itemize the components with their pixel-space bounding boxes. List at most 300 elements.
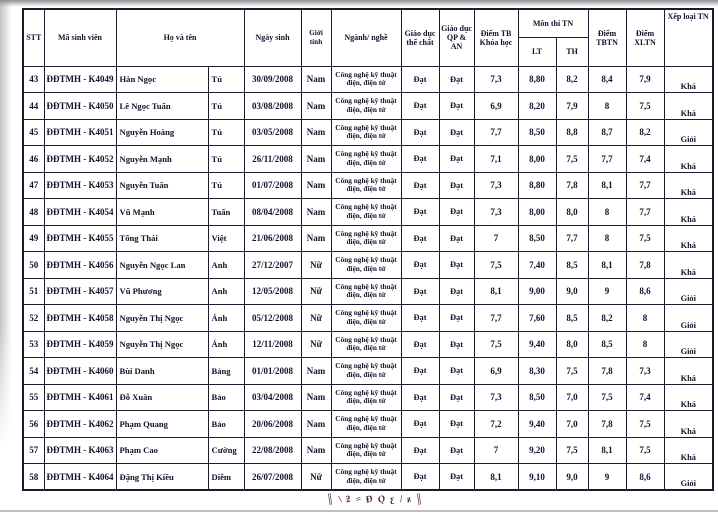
cell-family-middle-name: Đỗ Xuân bbox=[116, 384, 208, 411]
cell-physical-education: Đạt bbox=[401, 437, 439, 464]
cell-xltn: 8 bbox=[626, 331, 664, 358]
cell-tbtn: 8,2 bbox=[588, 305, 626, 332]
cell-major bbox=[331, 384, 401, 411]
cell-student-id: ĐĐTMH - K4051 bbox=[44, 119, 116, 146]
cell-major-line2: điện, điện tử bbox=[346, 343, 386, 353]
cell-exam-th: 8,2 bbox=[556, 66, 588, 93]
cell-major bbox=[331, 199, 401, 226]
cell-stt: 57 bbox=[23, 437, 44, 464]
cell-exam-lt: 8,20 bbox=[518, 93, 556, 120]
cell-course-gpa: 7,5 bbox=[474, 252, 518, 279]
cell-course-gpa: 6,9 bbox=[474, 358, 518, 385]
cell-rank: Khá bbox=[664, 93, 713, 120]
cell-xltn: 7,5 bbox=[626, 93, 664, 120]
cell-stt: 48 bbox=[23, 199, 44, 226]
cell-family-middle-name: Phạm Cao bbox=[116, 437, 208, 464]
cell-stt: 49 bbox=[23, 225, 44, 252]
col-header-physical-education: Giáo dục thể chất bbox=[401, 9, 439, 66]
cell-family-middle-name: Phạm Quang bbox=[116, 411, 208, 438]
cell-family-middle-name: Nguyễn Thị Ngọc bbox=[116, 305, 208, 332]
cell-dob: 26/07/2008 bbox=[244, 464, 301, 491]
cell-major-line2: điện, điện tử bbox=[346, 157, 386, 167]
cell-tbtn: 7,5 bbox=[588, 384, 626, 411]
cell-given-name: Tú bbox=[208, 119, 244, 146]
stamp-glyph: ƶ bbox=[406, 494, 412, 506]
col-header-tbtn: Điểm TBTN bbox=[588, 9, 626, 66]
cell-major-line1: Công nghệ kỹ thuật bbox=[335, 69, 397, 79]
cell-rank: Khá bbox=[664, 66, 713, 93]
cell-student-id: ĐĐTMH - K4055 bbox=[44, 225, 116, 252]
cell-dob: 22/08/2008 bbox=[244, 437, 301, 464]
col-header-student-id: Mã sinh viên bbox=[44, 9, 116, 66]
cell-xltn: 7,9 bbox=[626, 66, 664, 93]
cell-physical-education: Đạt bbox=[401, 384, 439, 411]
cell-xltn: 7,5 bbox=[626, 225, 664, 252]
cell-given-name: Bảng bbox=[208, 358, 244, 385]
cell-course-gpa: 7 bbox=[474, 437, 518, 464]
cell-given-name: Tuấn bbox=[208, 199, 244, 226]
col-header-gender: Giới tính bbox=[301, 9, 331, 66]
cell-exam-th: 8,8 bbox=[556, 119, 588, 146]
cell-major bbox=[331, 146, 401, 173]
cell-course-gpa: 7,1 bbox=[474, 146, 518, 173]
table-row bbox=[23, 464, 713, 491]
cell-stt: 55 bbox=[23, 384, 44, 411]
cell-major-line1: Công nghệ kỹ thuật bbox=[335, 96, 397, 105]
cell-course-gpa: 7,2 bbox=[474, 411, 518, 438]
cell-gender: Nam bbox=[301, 146, 331, 173]
table-row bbox=[23, 119, 713, 146]
cell-exam-th: 8,0 bbox=[556, 331, 588, 358]
cell-family-middle-name: Nguyễn Thị Ngọc bbox=[116, 331, 208, 358]
cell-tbtn: 8,7 bbox=[588, 119, 626, 146]
cell-tbtn: 8,1 bbox=[588, 437, 626, 464]
cell-exam-th: 7,0 bbox=[556, 411, 588, 438]
table-row bbox=[23, 172, 713, 199]
cell-major bbox=[331, 464, 401, 491]
cell-dob: 03/08/2008 bbox=[244, 93, 301, 120]
stamp-glyph: / bbox=[398, 494, 403, 506]
cell-major-line2: điện, điện tử bbox=[346, 396, 386, 406]
table-row bbox=[23, 146, 713, 173]
cell-tbtn: 8,1 bbox=[588, 252, 626, 279]
scan-edge-bottom bbox=[0, 510, 718, 512]
table-row bbox=[23, 93, 713, 120]
cell-exam-th: 7,9 bbox=[556, 93, 588, 120]
cell-family-middle-name: Tống Thái bbox=[116, 225, 208, 252]
cell-xltn: 8,2 bbox=[626, 119, 664, 146]
cell-exam-lt: 9,00 bbox=[518, 278, 556, 305]
cell-student-id: ĐĐTMH - K4049 bbox=[44, 66, 116, 93]
table-row bbox=[23, 305, 713, 332]
cell-exam-lt: 9,20 bbox=[518, 437, 556, 464]
cell-gender: Nữ bbox=[301, 278, 331, 305]
cell-physical-education: Đạt bbox=[401, 252, 439, 279]
cell-given-name: Tú bbox=[208, 66, 244, 93]
cell-dob: 05/12/2008 bbox=[244, 305, 301, 332]
cell-gender: Nữ bbox=[301, 305, 331, 332]
cell-student-id: ĐĐTMH - K4064 bbox=[44, 464, 116, 491]
cell-major bbox=[331, 225, 401, 252]
cell-exam-lt: 8,80 bbox=[518, 66, 556, 93]
cell-major-line1: Công nghệ kỹ thuật bbox=[335, 122, 397, 132]
cell-student-id: ĐĐTMH - K4053 bbox=[44, 172, 116, 199]
cell-xltn: 7,4 bbox=[626, 146, 664, 173]
cell-major-line1: Công nghệ kỹ thuật bbox=[335, 361, 397, 370]
cell-rank: Khá bbox=[664, 199, 713, 226]
table-row bbox=[23, 331, 713, 358]
footer-stamp-mark bbox=[327, 492, 423, 509]
cell-dob: 03/04/2008 bbox=[244, 384, 301, 411]
cell-major bbox=[331, 119, 401, 146]
cell-rank: Giỏi bbox=[664, 278, 713, 305]
table-row bbox=[23, 437, 713, 464]
cell-major-line2: điện, điện tử bbox=[346, 449, 386, 459]
cell-exam-th: 7,7 bbox=[556, 225, 588, 252]
cell-gender: Nam bbox=[301, 384, 331, 411]
cell-major-line2: điện, điện tử bbox=[346, 290, 386, 300]
col-header-defense-education: Giáo dục QP & AN bbox=[439, 9, 474, 66]
stamp-glyph: = bbox=[355, 494, 362, 506]
cell-major-line2: điện, điện tử bbox=[346, 475, 386, 485]
cell-physical-education: Đạt bbox=[401, 119, 439, 146]
cell-family-middle-name: Nguyễn Ngọc Lan bbox=[116, 252, 208, 279]
cell-gender: Nữ bbox=[301, 464, 331, 491]
graduation-results-table bbox=[22, 8, 714, 491]
cell-tbtn: 7,8 bbox=[588, 358, 626, 385]
cell-exam-lt: 8,00 bbox=[518, 146, 556, 173]
cell-major bbox=[331, 411, 401, 438]
cell-xltn: 7,5 bbox=[626, 437, 664, 464]
cell-physical-education: Đạt bbox=[401, 278, 439, 305]
cell-gender: Nam bbox=[301, 66, 331, 93]
cell-physical-education: Đạt bbox=[401, 199, 439, 226]
cell-defense-education: Đạt bbox=[439, 172, 474, 199]
scan-edge-left bbox=[0, 0, 13, 460]
cell-xltn: 7,5 bbox=[626, 411, 664, 438]
cell-family-middle-name: Vũ Mạnh bbox=[116, 199, 208, 226]
cell-stt: 56 bbox=[23, 411, 44, 438]
cell-rank: Khá bbox=[664, 384, 713, 411]
table-row bbox=[23, 411, 713, 438]
cell-defense-education: Đạt bbox=[439, 305, 474, 332]
cell-stt: 51 bbox=[23, 278, 44, 305]
cell-xltn: 7,3 bbox=[626, 358, 664, 385]
cell-exam-lt: 8,80 bbox=[518, 172, 556, 199]
cell-course-gpa: 7,7 bbox=[474, 305, 518, 332]
cell-rank: Giỏi bbox=[664, 119, 713, 146]
cell-gender: Nam bbox=[301, 199, 331, 226]
cell-major-line1: Công nghệ kỹ thuật bbox=[335, 308, 397, 317]
cell-tbtn: 8 bbox=[588, 225, 626, 252]
cell-major-line2: điện, điện tử bbox=[346, 316, 386, 326]
cell-course-gpa: 8,1 bbox=[474, 464, 518, 491]
cell-stt: 53 bbox=[23, 331, 44, 358]
cell-dob: 21/06/2008 bbox=[244, 225, 301, 252]
cell-student-id: ĐĐTMH - K4063 bbox=[44, 437, 116, 464]
cell-stt: 43 bbox=[23, 66, 44, 93]
cell-course-gpa: 7 bbox=[474, 225, 518, 252]
cell-major-line2: điện, điện tử bbox=[346, 184, 386, 194]
cell-gender: Nam bbox=[301, 93, 331, 120]
cell-family-middle-name: Nguyễn Hoàng bbox=[116, 119, 208, 146]
cell-major-line2: điện, điện tử bbox=[346, 104, 386, 114]
cell-defense-education: Đạt bbox=[439, 252, 474, 279]
cell-major bbox=[331, 437, 401, 464]
cell-family-middle-name: Đặng Thị Kiều bbox=[116, 464, 208, 491]
cell-given-name: Tú bbox=[208, 93, 244, 120]
cell-major-line1: Công nghệ kỹ thuật bbox=[335, 466, 397, 476]
cell-defense-education: Đạt bbox=[439, 66, 474, 93]
cell-major-line1: Công nghệ kỹ thuật bbox=[335, 387, 397, 397]
cell-dob: 03/05/2008 bbox=[244, 119, 301, 146]
cell-stt: 46 bbox=[23, 146, 44, 173]
stamp-glyph: Đ bbox=[365, 493, 374, 506]
cell-dob: 20/06/2008 bbox=[244, 411, 301, 438]
cell-family-middle-name: Nguyễn Mạnh bbox=[116, 146, 208, 173]
col-header-th: TH bbox=[556, 37, 588, 66]
stamp-glyph: ƹ bbox=[389, 494, 396, 506]
cell-student-id: ĐĐTMH - K4052 bbox=[44, 146, 116, 173]
cell-course-gpa: 7,3 bbox=[474, 66, 518, 93]
col-header-rank: Xếp loại TN bbox=[664, 9, 713, 66]
cell-exam-th: 9,0 bbox=[556, 464, 588, 491]
cell-stt: 47 bbox=[23, 172, 44, 199]
cell-dob: 30/09/2008 bbox=[244, 66, 301, 93]
cell-tbtn: 8,4 bbox=[588, 66, 626, 93]
cell-physical-education: Đạt bbox=[401, 146, 439, 173]
cell-major-line1: Công nghệ kỹ thuật bbox=[335, 281, 397, 291]
stamp-glyph: ║ bbox=[326, 493, 335, 506]
cell-family-middle-name: Bùi Danh bbox=[116, 358, 208, 385]
cell-gender: Nữ bbox=[301, 252, 331, 279]
cell-stt: 54 bbox=[23, 358, 44, 385]
cell-major bbox=[331, 66, 401, 93]
cell-physical-education: Đạt bbox=[401, 93, 439, 120]
stamp-glyph: ƻ bbox=[345, 494, 352, 506]
cell-exam-lt: 8,50 bbox=[518, 225, 556, 252]
cell-defense-education: Đạt bbox=[439, 411, 474, 438]
cell-xltn: 8 bbox=[626, 305, 664, 332]
cell-rank: Khá bbox=[664, 437, 713, 464]
cell-given-name: Anh bbox=[208, 278, 244, 305]
scan-edge-top bbox=[0, 0, 718, 7]
cell-exam-th: 9,0 bbox=[556, 278, 588, 305]
cell-physical-education: Đạt bbox=[401, 411, 439, 438]
cell-student-id: ĐĐTMH - K4057 bbox=[44, 278, 116, 305]
table-row bbox=[23, 66, 713, 93]
cell-stt: 45 bbox=[23, 119, 44, 146]
cell-exam-lt: 9,40 bbox=[518, 331, 556, 358]
cell-exam-lt: 8,30 bbox=[518, 358, 556, 385]
col-header-stt: STT bbox=[23, 9, 44, 66]
table-row bbox=[23, 384, 713, 411]
cell-exam-lt: 7,40 bbox=[518, 252, 556, 279]
cell-dob: 26/11/2008 bbox=[244, 146, 301, 173]
cell-course-gpa: 8,1 bbox=[474, 278, 518, 305]
cell-gender: Nam bbox=[301, 358, 331, 385]
cell-stt: 44 bbox=[23, 93, 44, 120]
cell-exam-th: 7,5 bbox=[556, 358, 588, 385]
cell-student-id: ĐĐTMH - K4050 bbox=[44, 93, 116, 120]
cell-given-name: Cường bbox=[208, 437, 244, 464]
cell-exam-lt: 9,10 bbox=[518, 464, 556, 491]
cell-major bbox=[331, 331, 401, 358]
cell-course-gpa: 7,7 bbox=[474, 119, 518, 146]
cell-dob: 01/07/2008 bbox=[244, 172, 301, 199]
cell-given-name: Ánh bbox=[208, 331, 244, 358]
cell-stt: 52 bbox=[23, 305, 44, 332]
cell-course-gpa: 7,5 bbox=[474, 331, 518, 358]
table-row bbox=[23, 252, 713, 279]
cell-tbtn: 8 bbox=[588, 199, 626, 226]
cell-student-id: ĐĐTMH - K4062 bbox=[44, 411, 116, 438]
cell-major bbox=[331, 278, 401, 305]
cell-dob: 12/11/2008 bbox=[244, 331, 301, 358]
col-header-course-gpa: Điểm TB Khóa học bbox=[474, 9, 518, 66]
cell-student-id: ĐĐTMH - K4060 bbox=[44, 358, 116, 385]
cell-given-name: Bảo bbox=[208, 411, 244, 438]
cell-exam-lt: 9,40 bbox=[518, 411, 556, 438]
cell-defense-education: Đạt bbox=[439, 278, 474, 305]
cell-major-line2: điện, điện tử bbox=[346, 369, 386, 379]
cell-family-middle-name: Hàn Ngọc bbox=[116, 66, 208, 93]
cell-major bbox=[331, 252, 401, 279]
cell-tbtn: 8,1 bbox=[588, 172, 626, 199]
table-row bbox=[23, 225, 713, 252]
cell-major-line2: điện, điện tử bbox=[346, 263, 386, 273]
cell-major-line1: Công nghệ kỹ thuật bbox=[335, 334, 397, 344]
cell-student-id: ĐĐTMH - K4059 bbox=[44, 331, 116, 358]
cell-xltn: 8,6 bbox=[626, 278, 664, 305]
cell-given-name: Bảo bbox=[208, 384, 244, 411]
col-header-major: Ngành/ nghề bbox=[331, 9, 401, 66]
cell-rank: Khá bbox=[664, 358, 713, 385]
cell-dob: 01/01/2008 bbox=[244, 358, 301, 385]
cell-dob: 12/05/2008 bbox=[244, 278, 301, 305]
cell-rank: Giỏi bbox=[664, 331, 713, 358]
cell-rank: Giỏi bbox=[664, 464, 713, 491]
cell-student-id: ĐĐTMH - K4058 bbox=[44, 305, 116, 332]
stamp-glyph: \ bbox=[337, 494, 342, 506]
cell-given-name: Ánh bbox=[208, 305, 244, 332]
cell-physical-education: Đạt bbox=[401, 66, 439, 93]
cell-rank: Khá bbox=[664, 172, 713, 199]
cell-exam-lt: 8,50 bbox=[518, 119, 556, 146]
cell-physical-education: Đạt bbox=[401, 331, 439, 358]
cell-xltn: 8,6 bbox=[626, 464, 664, 491]
cell-given-name: Tú bbox=[208, 146, 244, 173]
cell-gender: Nam bbox=[301, 172, 331, 199]
cell-rank: Khá bbox=[664, 146, 713, 173]
cell-exam-th: 8,5 bbox=[556, 305, 588, 332]
cell-exam-lt: 8,50 bbox=[518, 384, 556, 411]
cell-tbtn: 8 bbox=[588, 93, 626, 120]
cell-xltn: 7,4 bbox=[626, 384, 664, 411]
cell-given-name: Việt bbox=[208, 225, 244, 252]
cell-course-gpa: 7,3 bbox=[474, 172, 518, 199]
cell-tbtn: 9 bbox=[588, 278, 626, 305]
cell-major-line1: Công nghệ kỹ thuật bbox=[335, 202, 397, 211]
cell-major-line2: điện, điện tử bbox=[346, 422, 386, 432]
cell-given-name: Diễm bbox=[208, 464, 244, 491]
cell-defense-education: Đạt bbox=[439, 331, 474, 358]
cell-major-line1: Công nghệ kỹ thuật bbox=[335, 228, 397, 238]
cell-given-name: Anh bbox=[208, 252, 244, 279]
cell-major-line1: Công nghệ kỹ thuật bbox=[335, 149, 397, 158]
cell-exam-lt: 7,60 bbox=[518, 305, 556, 332]
cell-dob: 08/04/2008 bbox=[244, 199, 301, 226]
cell-course-gpa: 7,3 bbox=[474, 199, 518, 226]
cell-family-middle-name: Lê Ngọc Tuấn bbox=[116, 93, 208, 120]
cell-physical-education: Đạt bbox=[401, 358, 439, 385]
cell-defense-education: Đạt bbox=[439, 384, 474, 411]
cell-physical-education: Đạt bbox=[401, 172, 439, 199]
cell-major-line1: Công nghệ kỹ thuật bbox=[335, 440, 397, 450]
cell-major-line1: Công nghệ kỹ thuật bbox=[335, 175, 397, 185]
col-header-lt: LT bbox=[518, 37, 556, 66]
cell-major-line1: Công nghệ kỹ thuật bbox=[335, 255, 397, 264]
cell-defense-education: Đạt bbox=[439, 146, 474, 173]
cell-gender: Nữ bbox=[301, 331, 331, 358]
cell-rank: Giỏi bbox=[664, 305, 713, 332]
cell-major-line2: điện, điện tử bbox=[346, 131, 386, 141]
col-header-dob: Ngày sinh bbox=[244, 9, 301, 66]
cell-defense-education: Đạt bbox=[439, 358, 474, 385]
cell-tbtn: 9 bbox=[588, 464, 626, 491]
cell-exam-th: 7,8 bbox=[556, 172, 588, 199]
cell-family-middle-name: Nguyễn Tuấn bbox=[116, 172, 208, 199]
cell-exam-th: 7,5 bbox=[556, 146, 588, 173]
cell-exam-th: 8,0 bbox=[556, 199, 588, 226]
cell-rank: Khá bbox=[664, 225, 713, 252]
cell-defense-education: Đạt bbox=[439, 225, 474, 252]
cell-course-gpa: 7,3 bbox=[474, 384, 518, 411]
col-header-exam-subjects-group: Môn thi TN bbox=[518, 9, 588, 37]
cell-major bbox=[331, 93, 401, 120]
table-row bbox=[23, 358, 713, 385]
cell-student-id: ĐĐTMH - K4061 bbox=[44, 384, 116, 411]
table-row bbox=[23, 199, 713, 226]
cell-physical-education: Đạt bbox=[401, 464, 439, 491]
cell-major-line2: điện, điện tử bbox=[346, 237, 386, 247]
cell-major bbox=[331, 358, 401, 385]
cell-stt: 58 bbox=[23, 464, 44, 491]
cell-physical-education: Đạt bbox=[401, 305, 439, 332]
cell-exam-th: 7,5 bbox=[556, 437, 588, 464]
cell-exam-th: 8,5 bbox=[556, 252, 588, 279]
cell-xltn: 7,8 bbox=[626, 252, 664, 279]
cell-defense-education: Đạt bbox=[439, 464, 474, 491]
cell-major bbox=[331, 172, 401, 199]
cell-xltn: 7,7 bbox=[626, 199, 664, 226]
cell-family-middle-name: Vũ Phương bbox=[116, 278, 208, 305]
cell-major-line1: Công nghệ kỹ thuật bbox=[335, 414, 397, 423]
stamp-glyph: Ǫ bbox=[377, 493, 386, 506]
cell-defense-education: Đạt bbox=[439, 437, 474, 464]
cell-tbtn: 7,7 bbox=[588, 146, 626, 173]
cell-major bbox=[331, 305, 401, 332]
cell-defense-education: Đạt bbox=[439, 119, 474, 146]
col-header-fullname: Họ và tên bbox=[116, 9, 244, 66]
cell-tbtn: 7,8 bbox=[588, 411, 626, 438]
cell-given-name: Tú bbox=[208, 172, 244, 199]
col-header-xltn: Điểm XLTN bbox=[626, 9, 664, 66]
cell-stt: 50 bbox=[23, 252, 44, 279]
cell-gender: Nam bbox=[301, 411, 331, 438]
cell-gender: Nam bbox=[301, 437, 331, 464]
cell-gender: Nam bbox=[301, 225, 331, 252]
